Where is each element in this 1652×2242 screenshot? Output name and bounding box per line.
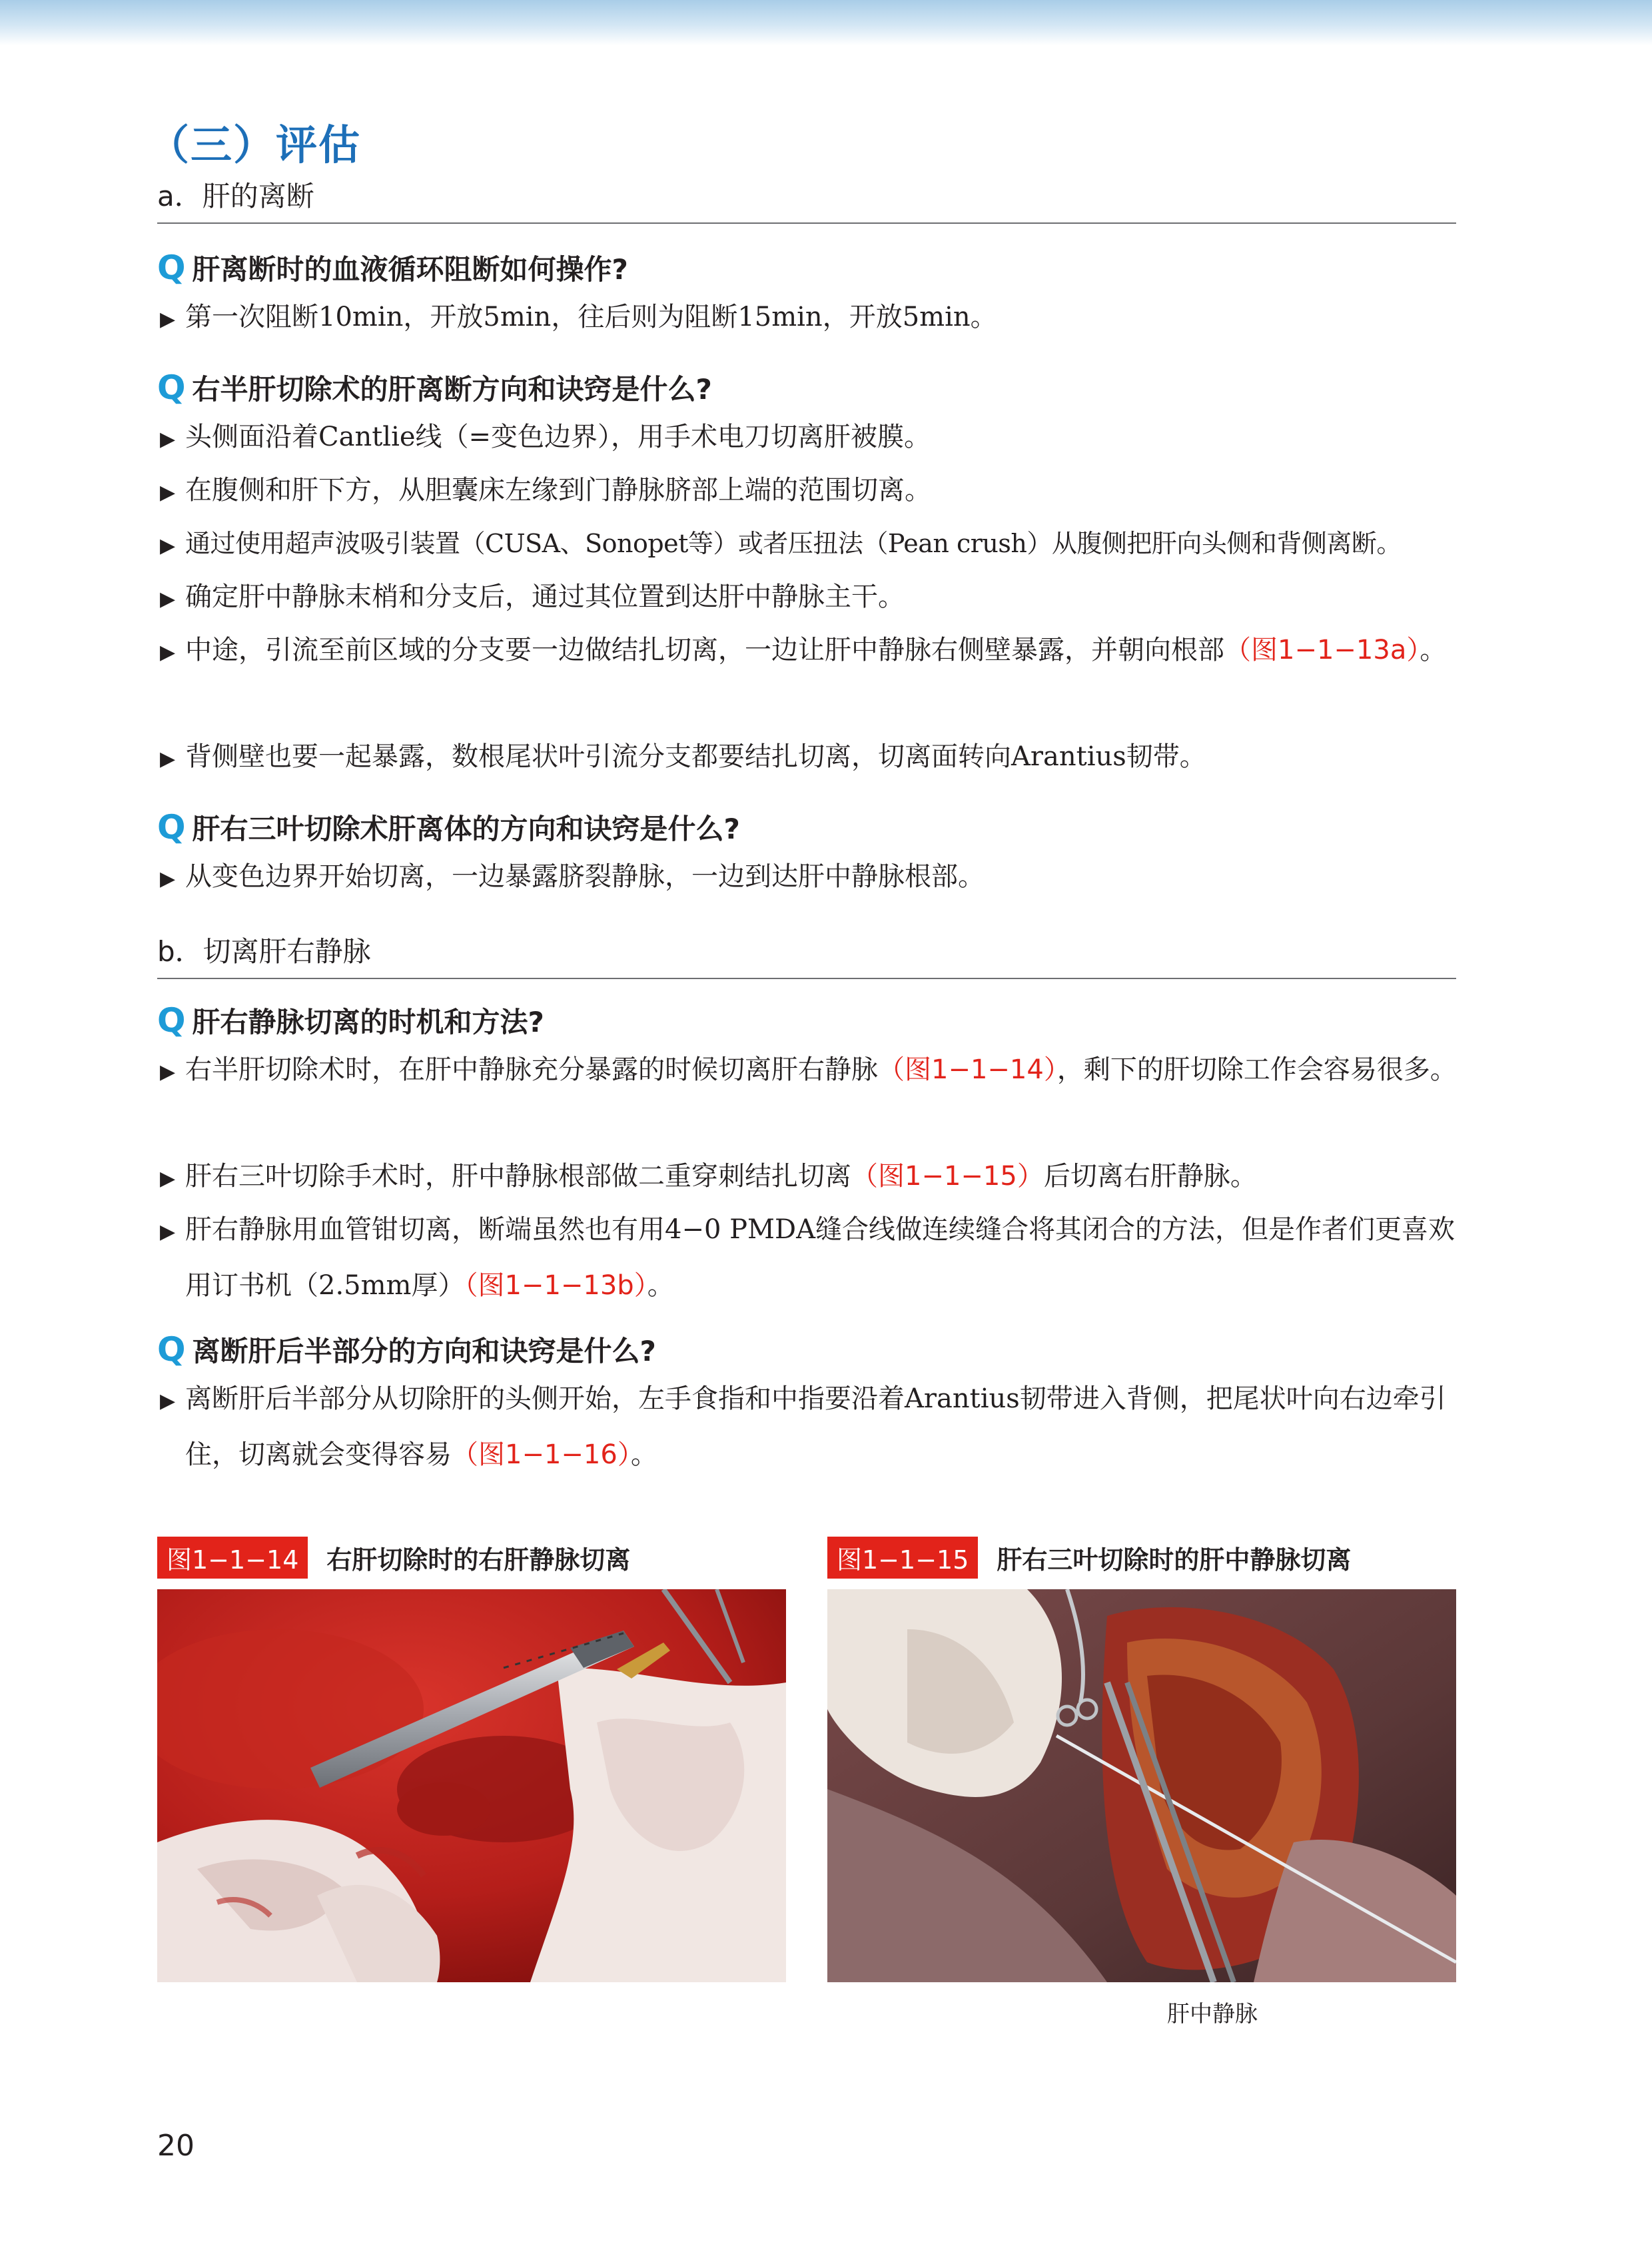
bullet-item bbox=[160, 570, 1459, 626]
figure-reference-link: （图1−1−14） bbox=[878, 1054, 1057, 1085]
surgical-photo-middle-hepatic-vein bbox=[827, 1589, 1456, 1982]
figure-reference-link: （图1−1−13b） bbox=[464, 1270, 647, 1301]
question-2 bbox=[157, 368, 712, 408]
bullet-item bbox=[160, 410, 1459, 466]
surgical-photo-right-hepatic-vein bbox=[157, 1589, 786, 1982]
q-mark-icon: Q bbox=[157, 368, 186, 407]
figure-reference-link: （图1−1−13a） bbox=[1224, 635, 1420, 665]
question-5 bbox=[157, 1329, 656, 1369]
triangle-bullet-icon: ▶ bbox=[160, 534, 175, 558]
section-heading: （三）评估 bbox=[148, 121, 362, 169]
figure-title: 肝右三叶切除时的肝中静脉切离 bbox=[997, 1545, 1352, 1575]
figure-badge: 图1−1−15 bbox=[827, 1537, 978, 1579]
bullet-text: 中途，引流至前区域的分支要一边做结扎切离，一边让肝中静脉右侧壁暴露，并朝向根部 bbox=[185, 635, 1224, 665]
bullet-item bbox=[160, 290, 1459, 346]
triangle-bullet-icon: ▶ bbox=[160, 867, 176, 891]
question-text: 肝离断时的血液循环阻断如何操作? bbox=[192, 253, 628, 286]
question-text: 肝右静脉切离的时机和方法? bbox=[192, 1006, 544, 1038]
bullet-item bbox=[160, 1150, 1459, 1206]
bullet-item bbox=[160, 850, 1459, 906]
bullet-text: 通过使用超声波吸引装置（CUSA、Sonopet等）或者压扭法（Pean crush）从腹侧把肝向头侧和背侧离断。 bbox=[185, 529, 1402, 558]
photo-annotation-label: 肝中静脉 bbox=[1167, 2001, 1258, 2028]
figure-reference-link: （图1−1−15） bbox=[851, 1161, 1044, 1192]
question-text: 肝右三叶切除术肝离体的方向和诀窍是什么? bbox=[192, 813, 740, 845]
triangle-bullet-icon: ▶ bbox=[160, 747, 176, 771]
triangle-bullet-icon: ▶ bbox=[160, 1060, 176, 1084]
bullet-text: 肝右三叶切除手术时，肝中静脉根部做二重穿刺结扎切离 bbox=[185, 1161, 851, 1192]
bullet-text: 在腹侧和肝下方，从胆囊床左缘到门静脉脐部上端的范围切离。 bbox=[185, 475, 931, 506]
bullet-item bbox=[160, 1203, 1459, 1312]
bullet-text: 右半肝切除术时，在肝中静脉充分暴露的时候切离肝右静脉 bbox=[185, 1054, 878, 1085]
q-mark-icon: Q bbox=[157, 808, 186, 847]
bullet-text: 背侧壁也要一起暴露，数根尾状叶引流分支都要结扎切离，切离面转向Arantius韧带。 bbox=[185, 741, 1206, 772]
triangle-bullet-icon: ▶ bbox=[160, 1167, 176, 1190]
bullet-item bbox=[160, 517, 1459, 573]
bullet-item bbox=[160, 1043, 1459, 1099]
triangle-bullet-icon: ▶ bbox=[160, 481, 176, 504]
bullet-text-end: 后切离右肝静脉。 bbox=[1043, 1161, 1257, 1192]
triangle-bullet-icon: ▶ bbox=[160, 1389, 176, 1413]
top-gradient-band bbox=[0, 0, 1652, 45]
bullet-item bbox=[160, 730, 1459, 786]
bullet-text: 第一次阻断10min，开放5min，往后则为阻断15min，开放5min。 bbox=[185, 302, 997, 332]
figure-caption-1 bbox=[157, 1539, 630, 1576]
q-mark-icon: Q bbox=[157, 1001, 186, 1040]
bullet-text-end: 。 bbox=[630, 1439, 657, 1470]
subsection-heading-b: b．切离肝右静脉 bbox=[157, 930, 1456, 979]
bullet-text: 从变色边界开始切离，一边暴露脐裂静脉，一边到达肝中静脉根部。 bbox=[185, 861, 985, 892]
subsection-heading-a: a．肝的离断 bbox=[157, 175, 1456, 224]
bullet-text-end: 。 bbox=[647, 1270, 674, 1301]
bullet-item bbox=[160, 464, 1459, 520]
figure-reference-link: （图1−1−16） bbox=[452, 1439, 631, 1470]
figure-title: 右肝切除时的右肝静脉切离 bbox=[326, 1545, 631, 1575]
q-mark-icon: Q bbox=[157, 248, 186, 287]
bullet-item bbox=[160, 623, 1459, 679]
figure-badge: 图1−1−14 bbox=[157, 1537, 308, 1579]
q-mark-icon: Q bbox=[157, 1330, 186, 1369]
question-1 bbox=[157, 248, 628, 288]
triangle-bullet-icon: ▶ bbox=[160, 428, 176, 451]
triangle-bullet-icon: ▶ bbox=[160, 587, 176, 611]
triangle-bullet-icon: ▶ bbox=[160, 641, 176, 664]
triangle-bullet-icon: ▶ bbox=[160, 1220, 176, 1244]
question-4 bbox=[157, 1000, 544, 1040]
bullet-text: 离断肝后半部分从切除肝的头侧开始，左手食指和中指要沿着Arantius韧带进入背侧，把尾状叶向右边牵引住，切离就会变得容易 bbox=[185, 1383, 1446, 1470]
bullet-item bbox=[160, 1372, 1459, 1481]
bullet-text-end: ，剩下的肝切除工作会容易很多。 bbox=[1056, 1054, 1457, 1085]
question-text: 右半肝切除术的肝离断方向和诀窍是什么? bbox=[192, 373, 712, 406]
triangle-bullet-icon: ▶ bbox=[160, 308, 176, 331]
figure-caption-2 bbox=[827, 1539, 1351, 1576]
question-text: 离断肝后半部分的方向和诀窍是什么? bbox=[192, 1335, 656, 1367]
bullet-text-end: 。 bbox=[1420, 635, 1447, 665]
question-3 bbox=[157, 807, 740, 847]
bullet-text: 确定肝中静脉末梢和分支后，通过其位置到达肝中静脉主干。 bbox=[185, 581, 905, 612]
bullet-text: 头侧面沿着Cantlie线（=变色边界），用手术电刀切离肝被膜。 bbox=[185, 422, 931, 452]
bullet-text: 肝右静脉用血管钳切离，断端虽然也有用4−0 PMDA缝合线做连续缝合将其闭合的方法，但是作者们更喜欢用订书机（2.5mm厚） bbox=[185, 1214, 1455, 1301]
page-number: 20 bbox=[157, 2129, 195, 2163]
